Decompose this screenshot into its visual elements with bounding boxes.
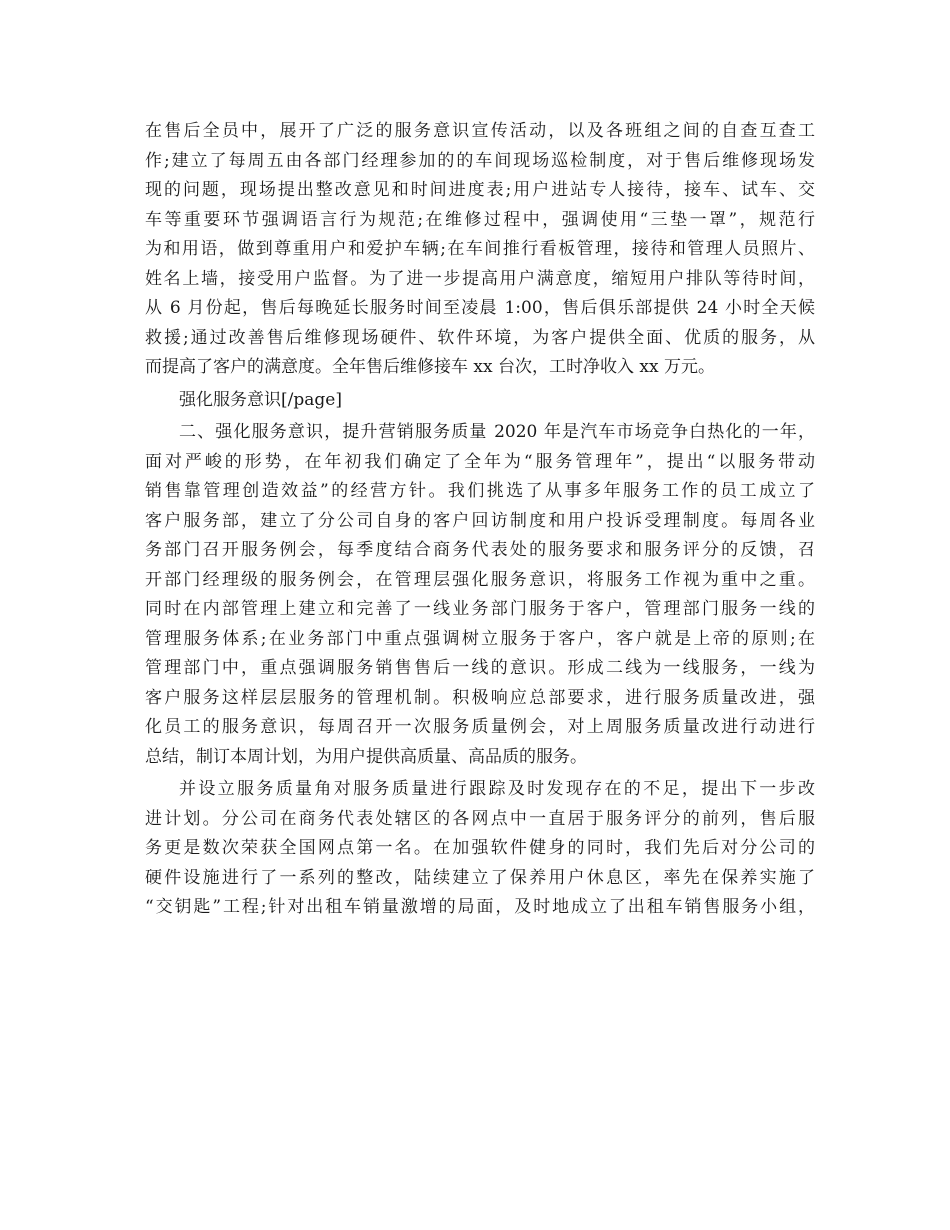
paragraph-quality-corner xyxy=(145,775,815,923)
text-line: “交钥匙”工程;针对出租车销量激增的局面，及时地成立了出租车销售服务小组， xyxy=(145,897,815,917)
text-line: 姓名上墙，接受用户监督。为了进一步提高用户满意度，缩短用户排队等待时间， xyxy=(145,268,815,289)
text-line: 化员工的服务意识，每周召开一次服务质量例会，对上周服务质量改进行动进行 xyxy=(145,717,815,737)
text-line: 总结，制订本周计划，为用户提供高质量、高品质的服务。 xyxy=(145,746,587,767)
text-line: 而提高了客户的满意度。全年售后维修接车 xx 台次，工时净收入 xx 万元。 xyxy=(145,357,715,377)
paragraph-after-sales-service xyxy=(145,117,815,383)
paragraph-section-label xyxy=(145,386,815,416)
paragraph-strengthen-service xyxy=(145,418,815,772)
text-line: 面对严峻的形势，在年初我们确定了全年为“服务管理年”，提出“以服务带动 xyxy=(145,451,815,472)
text-line: 救援;通过改善售后维修现场硬件、软件环境，为客户提供全面、优质的服务，从 xyxy=(145,327,815,348)
text-line: 管理服务体系;在业务部门中重点强调树立服务于客户，客户就是上帝的原则;在 xyxy=(145,628,815,649)
text-line: 务部门召开服务例会，每季度结合商务代表处的服务要求和服务评分的反馈，召 xyxy=(145,540,815,560)
text-line: 进计划。分公司在商务代表处辖区的各网点中一直居于服务评分的前列，售后服 xyxy=(145,808,815,829)
text-line: 客户服务这样层层服务的管理机制。积极响应总部要求，进行服务质量改进，强 xyxy=(145,687,815,708)
text-line: 作;建立了每周五由各部门经理参加的的车间现场巡检制度，对于售后维修现场发 xyxy=(145,150,815,171)
text-line: 务更是数次荣获全国网点第一名。在加强软件健身的同时，我们先后对分公司的 xyxy=(145,838,815,858)
text-line: 在售后全员中，展开了广泛的服务意识宣传活动，以及各班组之间的自查互查工 xyxy=(145,121,815,141)
text-line: 并设立服务质量角对服务质量进行跟踪及时发现存在的不足，提出下一步改 xyxy=(179,779,815,799)
text-line: 二、强化服务意识，提升营销服务质量 2020 年是汽车市场竞争白热化的一年， xyxy=(179,422,815,442)
text-line: 客户服务部，建立了分公司自身的客户回访制度和用户投诉受理制度。每周各业 xyxy=(145,510,815,531)
text-line: 管理部门中，重点强调服务销售售后一线的意识。形成二线为一线服务，一线为 xyxy=(145,658,815,678)
text-line: 为和用语，做到尊重用户和爱护车辆;在车间推行看板管理，接待和管理人员照片、 xyxy=(145,239,815,259)
text-line: 销售靠管理创造效益”的经营方针。我们挑选了从事多年服务工作的员工成立了 xyxy=(145,481,815,501)
text-line: 同时在内部管理上建立和完善了一线业务部门服务于客户，管理部门服务一线的 xyxy=(145,599,815,619)
text-line: 从 6 月份起，售后每晚延长服务时间至凌晨 1:00，售后俱乐部提供 24 小时全天候 xyxy=(145,298,815,318)
document-body xyxy=(145,117,815,923)
text-line: 现的问题，现场提出整改意见和时间进度表;用户进站专人接待，接车、试车、交 xyxy=(145,180,815,200)
text-line: 车等重要环节强调语言行为规范;在维修过程中，强调使用“三垫一罩”，规范行 xyxy=(145,209,815,230)
text-line: 开部门经理级的服务例会，在管理层强化服务意识，将服务工作视为重中之重。 xyxy=(145,569,815,590)
section-label: 强化服务意识[/page] xyxy=(179,389,342,410)
text-line: 硬件设施进行了一系列的整改，陆续建立了保养用户休息区，率先在保养实施了 xyxy=(145,867,815,888)
